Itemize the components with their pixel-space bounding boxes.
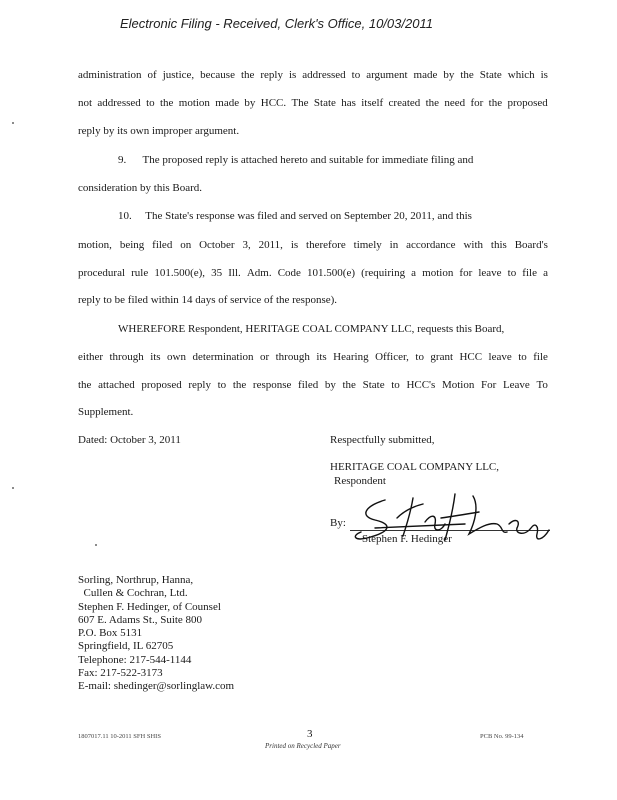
body-line: administration of justice, because the reply is addressed to argument made by the State which is xyxy=(78,69,548,81)
recycled-paper-note: Printed on Recycled Paper xyxy=(265,742,341,750)
wherefore-line: the attached proposed reply to the response filed by the State to HCC's Motion For Leave To xyxy=(78,379,548,391)
wherefore-line: WHEREFORE Respondent, HERITAGE COAL COMPANY LLC, requests this Board, xyxy=(118,323,505,335)
scan-speck xyxy=(95,544,97,546)
case-number: PCB No. 99-134 xyxy=(480,733,524,740)
address-line: Telephone: 217-544-1144 xyxy=(78,653,192,666)
wherefore-line: Supplement. xyxy=(78,406,134,418)
scan-speck xyxy=(12,122,14,124)
address-line: 607 E. Adams St., Suite 800 xyxy=(78,613,203,626)
address-line: Stephen F. Hedinger, of Counsel xyxy=(78,600,221,613)
counsel-address xyxy=(78,574,234,694)
address-line: Sorling, Northrup, Hanna, xyxy=(78,574,194,586)
respondent-label: Respondent xyxy=(334,475,386,487)
dated-line: Dated: October 3, 2011 xyxy=(78,434,181,446)
paragraph-9-line: 9. The proposed reply is attached hereto and suitable for immediate filing and xyxy=(118,154,474,166)
paragraph-9-line: consideration by this Board. xyxy=(78,182,203,194)
signer-name: Stephen F. Hedinger xyxy=(362,533,452,545)
address-line: Springfield, IL 62705 xyxy=(78,640,174,653)
respectfully-submitted: Respectfully submitted, xyxy=(330,434,435,446)
body-line: reply by its own improper argument. xyxy=(78,125,240,137)
scan-speck xyxy=(12,487,14,489)
paragraph-10-line: motion, being filed on October 3, 2011, is therefore timely in accordance with this Board's xyxy=(78,239,548,251)
handwritten-signature xyxy=(345,488,555,548)
address-line: E-mail: shedinger@sorlinglaw.com xyxy=(78,680,235,693)
by-label: By: xyxy=(330,517,346,529)
footer-document-code: 1807017.11 10-2011 SFH SHIS xyxy=(78,733,161,740)
address-line: P.O. Box 5131 xyxy=(78,627,143,640)
electronic-filing-stamp: Electronic Filing - Received, Clerk's Office, 10/03/2011 xyxy=(120,16,433,31)
address-line: Fax: 217-522-3173 xyxy=(78,667,163,680)
page-number: 3 xyxy=(307,728,313,740)
body-line: not addressed to the motion made by HCC. The State has itself created the need for the proposed xyxy=(78,97,548,109)
paragraph-10-line: 10. The State's response was filed and served on September 20, 2011, and this xyxy=(118,210,472,222)
paragraph-10-line: reply to be filed within 14 days of service of the response). xyxy=(78,294,338,306)
address-line: Cullen & Cochran, Ltd. xyxy=(78,587,188,600)
paragraph-10-line: procedural rule 101.500(e), 35 Ill. Adm. Code 101.500(e) (requiring a motion for leave to file a xyxy=(78,267,548,279)
company-name: HERITAGE COAL COMPANY LLC, xyxy=(330,461,500,473)
wherefore-line: either through its own determination or through its Hearing Officer, to grant HCC leave to file xyxy=(78,351,548,363)
